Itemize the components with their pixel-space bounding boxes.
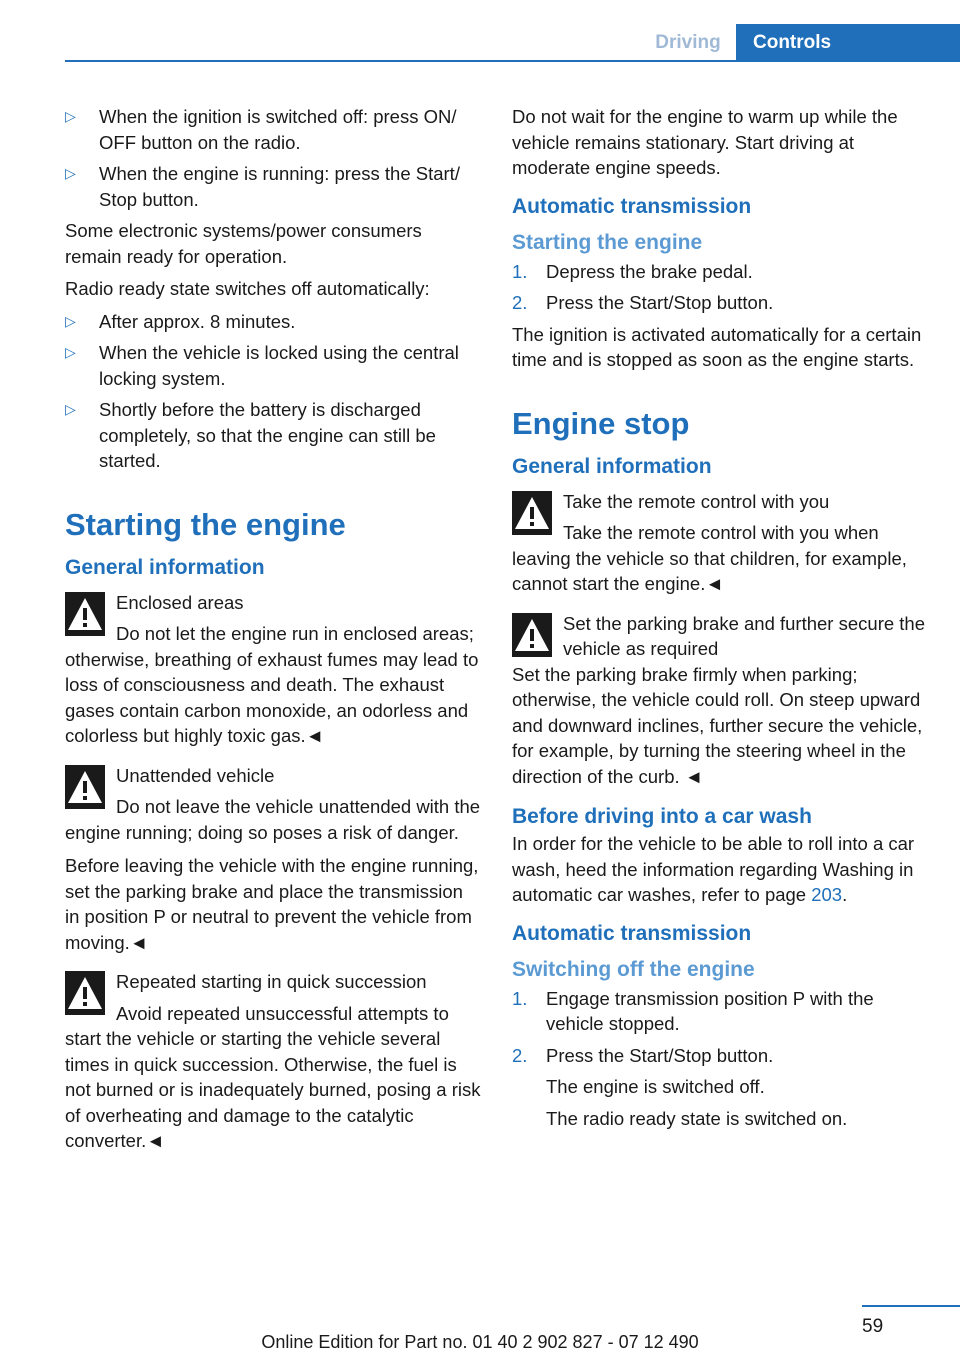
step-result: The engine is switched off. — [546, 1076, 765, 1097]
step-result: The radio ready state is switched on. — [546, 1107, 848, 1129]
section-heading: Starting the engine — [65, 506, 346, 542]
warning-body: Take the remote control with you when leaving the vehicle so that children, for example, cannot start the engine.◄ — [512, 522, 907, 594]
warning-block — [512, 611, 930, 790]
list-item: ▷ After approx. 8 minutes. — [65, 309, 481, 335]
warning-triangle-icon — [65, 765, 105, 809]
right-column — [512, 104, 930, 1137]
warning-block — [65, 590, 481, 749]
list-item: ▷ When the ignition is switched off: press ON/ OFF button on the radio. — [65, 106, 457, 153]
warning-title: Unattended vehicle — [116, 764, 275, 786]
warning-body: Do not let the engine run in enclosed areas; otherwise, breathing of exhaust fumes may lead to loss of consciousness and death. The exhaust gases contain carbon monoxide, an odorless and colorless but highly toxic gas.◄ — [65, 623, 479, 746]
paragraph: The ignition is activated automatically for a certain time and is stopped as soon as the engine starts. — [512, 323, 922, 370]
list-item: ▷ When the engine is running: press the Start/ Stop button. — [65, 163, 460, 210]
paragraph: Do not wait for the engine to warm up while the vehicle remains stationary. Start driving at moderate engine speeds. — [512, 106, 898, 178]
warning-triangle-icon — [512, 491, 552, 535]
subsection-heading: Automatic transmission — [512, 921, 752, 945]
step-item: 1. Engage transmission position P with the vehicle stopped. — [512, 987, 874, 1034]
bullet-triangle-icon: ▷ — [65, 401, 76, 417]
section-heading: Engine stop — [512, 405, 690, 441]
warning-block — [512, 489, 930, 597]
page-number: 59 — [862, 1316, 884, 1337]
warning-triangle-icon — [65, 592, 105, 636]
subsection-heading: Before driving into a car wash — [512, 805, 812, 828]
list-item: ▷ When the vehicle is locked using the central locking system. — [65, 342, 459, 389]
subsection-heading: Automatic transmission — [512, 194, 752, 218]
step-item: 2. Press the Start/Stop button. — [512, 292, 774, 313]
warning-block — [65, 763, 481, 846]
warning-triangle-icon — [65, 971, 105, 1015]
step-item: 1. Depress the brake pedal. — [512, 260, 753, 282]
paragraph: Radio ready state switches off automatically: — [65, 278, 430, 299]
subsubsection-heading: Starting the engine — [512, 230, 703, 254]
paragraph: Before leaving the vehicle with the engine running, set the parking brake and place the transmission in position P or neutral to prevent the vehicle from moving.◄ — [65, 855, 479, 953]
paragraph: In order for the vehicle to be able to roll into a car wash, heed the information regarding Washing in automatic car washes, refer to page 203. — [512, 833, 915, 905]
warning-body: Avoid repeated unsuccessful attempts to start the vehicle or starting the vehicle several times in quick succession. Otherwise, the fuel is not burned or is inadequately burned, posing a risk of overheating and damage to the catalytic converter.◄ — [65, 1002, 481, 1151]
bullet-triangle-icon: ▷ — [65, 312, 76, 329]
edition-footer: Online Edition for Part no. 01 40 2 902 827 - 07 12 490 — [261, 1332, 699, 1352]
warning-title: Repeated starting in quick succession — [116, 971, 427, 992]
bullet-triangle-icon: ▷ — [65, 344, 76, 360]
warning-triangle-icon — [512, 613, 552, 657]
warning-title: Enclosed areas — [116, 591, 244, 613]
footer-rule — [862, 1305, 960, 1307]
warning-body: Do not leave the vehicle unattended with the engine running; doing so poses a risk of danger. — [65, 796, 481, 843]
header-rule — [65, 60, 960, 62]
paragraph: Some electronic systems/power consumers remain ready for operation. — [65, 220, 422, 267]
warning-body: Set the parking brake firmly when parking; otherwise, the vehicle could roll. On steep upward and downward inclines, further secure the vehicle, for example, by turning the steering wheel in the direction of the curb. ◄ — [512, 663, 923, 787]
warning-block — [65, 969, 481, 1154]
step-item: 2. Press the Start/Stop button. — [512, 1044, 774, 1066]
tab-driving[interactable]: Driving — [655, 32, 721, 53]
subsubsection-heading: Switching off the engine — [512, 957, 755, 981]
warning-title: Set the parking brake and further secure the vehicle as required — [563, 612, 925, 659]
subsection-heading: General information — [65, 555, 265, 579]
list-item: ▷ Shortly before the battery is discharged completely, so that the engine can still be started. — [65, 399, 436, 471]
subsection-heading: General information — [512, 454, 712, 478]
left-column — [65, 104, 481, 1168]
bullet-triangle-icon: ▷ — [65, 165, 76, 181]
warning-title: Take the remote control with you — [563, 490, 830, 512]
tab-controls[interactable]: Controls — [736, 24, 960, 62]
page-reference-link[interactable]: 203 — [811, 884, 843, 905]
bullet-triangle-icon: ▷ — [65, 108, 76, 124]
